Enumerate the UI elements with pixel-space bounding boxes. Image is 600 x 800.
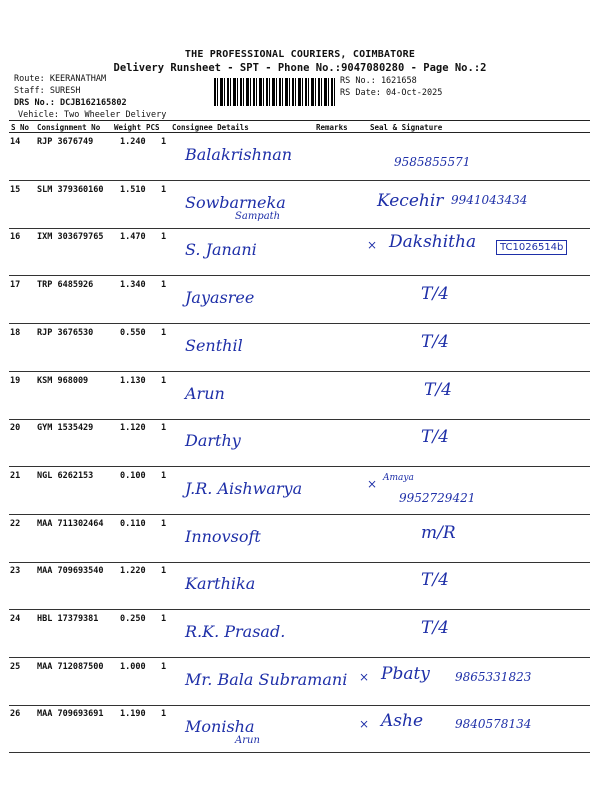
recipient-signature: T/4 <box>421 618 449 638</box>
table-row <box>9 419 590 467</box>
table-row <box>9 467 590 515</box>
consignee-name-handwritten: Sowbarneka <box>185 192 286 212</box>
vehicle-label: Vehicle: Two Wheeler Delivery <box>18 110 167 120</box>
recipient-phone: 9865331823 <box>455 669 532 684</box>
row-sno: 20 <box>10 423 21 434</box>
drs-number: DRS No.: DCJB162165802 <box>14 98 127 108</box>
consignee-name-handwritten: Balakrishnan <box>185 145 293 164</box>
consignee-name-handwritten: Arun <box>185 383 225 403</box>
row-sno: 17 <box>10 280 21 291</box>
row-pcs: 1 <box>161 614 167 624</box>
route-label: Route: KEERANATHAM <box>14 74 107 84</box>
row-sno: 24 <box>10 614 21 624</box>
recipient-signature: Ashe <box>381 711 424 732</box>
recipient-signature: Pbaty <box>381 663 430 684</box>
row-pcs: 1 <box>161 280 167 291</box>
recipient-signature: Kecehir <box>377 190 444 211</box>
col-seal: Seal & Signature <box>370 123 443 132</box>
row-consignment-no: MAA 711302464 <box>37 518 104 529</box>
table-row <box>9 658 590 706</box>
row-sno: 26 <box>10 709 21 720</box>
table-row <box>9 610 590 658</box>
consignee-name-handwritten: R.K. Prasad. <box>185 622 286 641</box>
rs-number: RS No.: 1621658 <box>340 76 417 86</box>
row-consignment-no: TRP 6485926 <box>37 280 94 291</box>
row-weight: 1.130 <box>120 375 146 386</box>
col-weight: Weight <box>114 123 142 132</box>
header-top-rule <box>9 120 590 121</box>
staff-label: Staff: SURESH <box>14 86 81 96</box>
row-sno: 25 <box>10 661 21 672</box>
consignee-name-handwritten: Darthy <box>185 431 241 451</box>
recipient-signature: T/4 <box>421 427 449 448</box>
consignee-name-handwritten: Monisha <box>185 717 255 737</box>
runsheet-title: Delivery Runsheet - SPT - Phone No.:9047080280 - Page No.:2 <box>113 62 487 74</box>
col-remarks: Remarks <box>316 123 348 132</box>
row-weight: 1.510 <box>120 184 146 195</box>
row-weight: 1.470 <box>120 232 146 243</box>
row-sno: 23 <box>10 566 21 577</box>
col-consignment: Consignment No <box>37 123 101 132</box>
consignee-name-handwritten: Senthil <box>185 335 243 355</box>
col-consignee: Consignee Details <box>172 123 249 132</box>
row-pcs: 1 <box>161 232 167 243</box>
row-consignment-no: NGL 6262153 <box>37 470 94 481</box>
recipient-signature: T/4 <box>424 379 452 400</box>
recipient-phone: 9952729421 <box>399 490 476 505</box>
recipient-phone: 9840578134 <box>455 717 532 732</box>
signature-mark: × <box>367 238 378 253</box>
row-sno: 16 <box>10 232 21 243</box>
table-row <box>9 181 590 229</box>
consignee-name-handwritten: Innovsoft <box>185 526 261 546</box>
table-row <box>9 562 590 610</box>
row-weight: 1.240 <box>120 137 146 147</box>
row-pcs: 1 <box>161 184 167 195</box>
row-consignment-no: IXM 303679765 <box>37 232 104 243</box>
row-weight: 1.000 <box>120 661 146 672</box>
row-pcs: 1 <box>161 375 167 386</box>
row-consignment-no: HBL 17379381 <box>37 614 99 624</box>
row-weight: 0.250 <box>120 614 146 624</box>
consignee-name-handwritten: Jayasree <box>185 288 255 308</box>
consignee-subname-handwritten: Arun <box>235 735 260 747</box>
row-sno: 21 <box>10 470 21 481</box>
row-weight: 1.220 <box>120 566 146 577</box>
recipient-phone: 9585855571 <box>394 155 471 169</box>
table-row <box>9 228 590 276</box>
row-pcs: 1 <box>161 709 167 720</box>
row-sno: 18 <box>10 327 21 338</box>
row-sno: 19 <box>10 375 21 386</box>
row-consignment-no: GYM 1535429 <box>37 423 94 434</box>
row-consignment-no: MAA 712087500 <box>37 661 104 672</box>
row-pcs: 1 <box>161 137 167 147</box>
row-sno: 14 <box>10 137 21 147</box>
row-consignment-no: RJP 3676749 <box>37 137 94 147</box>
row-pcs: 1 <box>161 327 167 338</box>
signature-mark: × <box>359 669 370 684</box>
consignee-subname-handwritten: Sampath <box>235 210 281 222</box>
row-pcs: 1 <box>161 423 167 434</box>
tracking-stamp: TC1026514b <box>496 240 567 255</box>
recipient-phone: 9941043434 <box>451 192 528 207</box>
table-row <box>9 276 590 324</box>
row-pcs: 1 <box>161 661 167 672</box>
recipient-signature: T/4 <box>421 284 449 305</box>
col-sno: S No <box>11 123 30 132</box>
barcode-image <box>214 78 336 106</box>
row-weight: 1.190 <box>120 709 146 720</box>
row-sno: 22 <box>10 518 21 529</box>
company-name: THE PROFESSIONAL COURIERS, COIMBATORE <box>184 49 416 60</box>
recipient-signature: T/4 <box>421 331 449 352</box>
recipient-signature: m/R <box>421 522 456 543</box>
signature-mark: × <box>367 476 378 491</box>
row-sno: 15 <box>10 184 21 195</box>
recipient-signature: T/4 <box>421 570 449 591</box>
row-weight: 1.120 <box>120 423 146 434</box>
consignee-name-handwritten: Karthika <box>185 574 256 594</box>
signature-initials: Amaya <box>383 472 414 483</box>
row-pcs: 1 <box>161 566 167 577</box>
col-pcs: PCS <box>146 123 160 132</box>
row-weight: 0.550 <box>120 327 146 338</box>
row-consignment-no: MAA 709693540 <box>37 566 104 577</box>
row-weight: 0.100 <box>120 470 146 481</box>
row-pcs: 1 <box>161 518 167 529</box>
consignee-name-handwritten: J.R. Aishwarya <box>185 478 303 498</box>
consignee-name-handwritten: Mr. Bala Subramani <box>185 669 348 689</box>
table-row <box>9 324 590 372</box>
table-row <box>9 133 590 181</box>
row-consignment-no: KSM 968009 <box>37 375 89 386</box>
row-consignment-no: RJP 3676530 <box>37 327 94 338</box>
row-weight: 0.110 <box>120 518 146 529</box>
row-consignment-no: MAA 709693691 <box>37 709 104 720</box>
row-weight: 1.340 <box>120 280 146 291</box>
table-row <box>9 372 590 420</box>
row-consignment-no: SLM 379360160 <box>37 184 104 195</box>
recipient-signature: Dakshitha <box>389 232 477 253</box>
row-pcs: 1 <box>161 470 167 481</box>
rs-date: RS Date: 04-Oct-2025 <box>340 88 443 98</box>
table-row <box>9 705 590 753</box>
consignee-name-handwritten: S. Janani <box>185 240 257 260</box>
table-row <box>9 515 590 563</box>
signature-mark: × <box>359 717 370 732</box>
